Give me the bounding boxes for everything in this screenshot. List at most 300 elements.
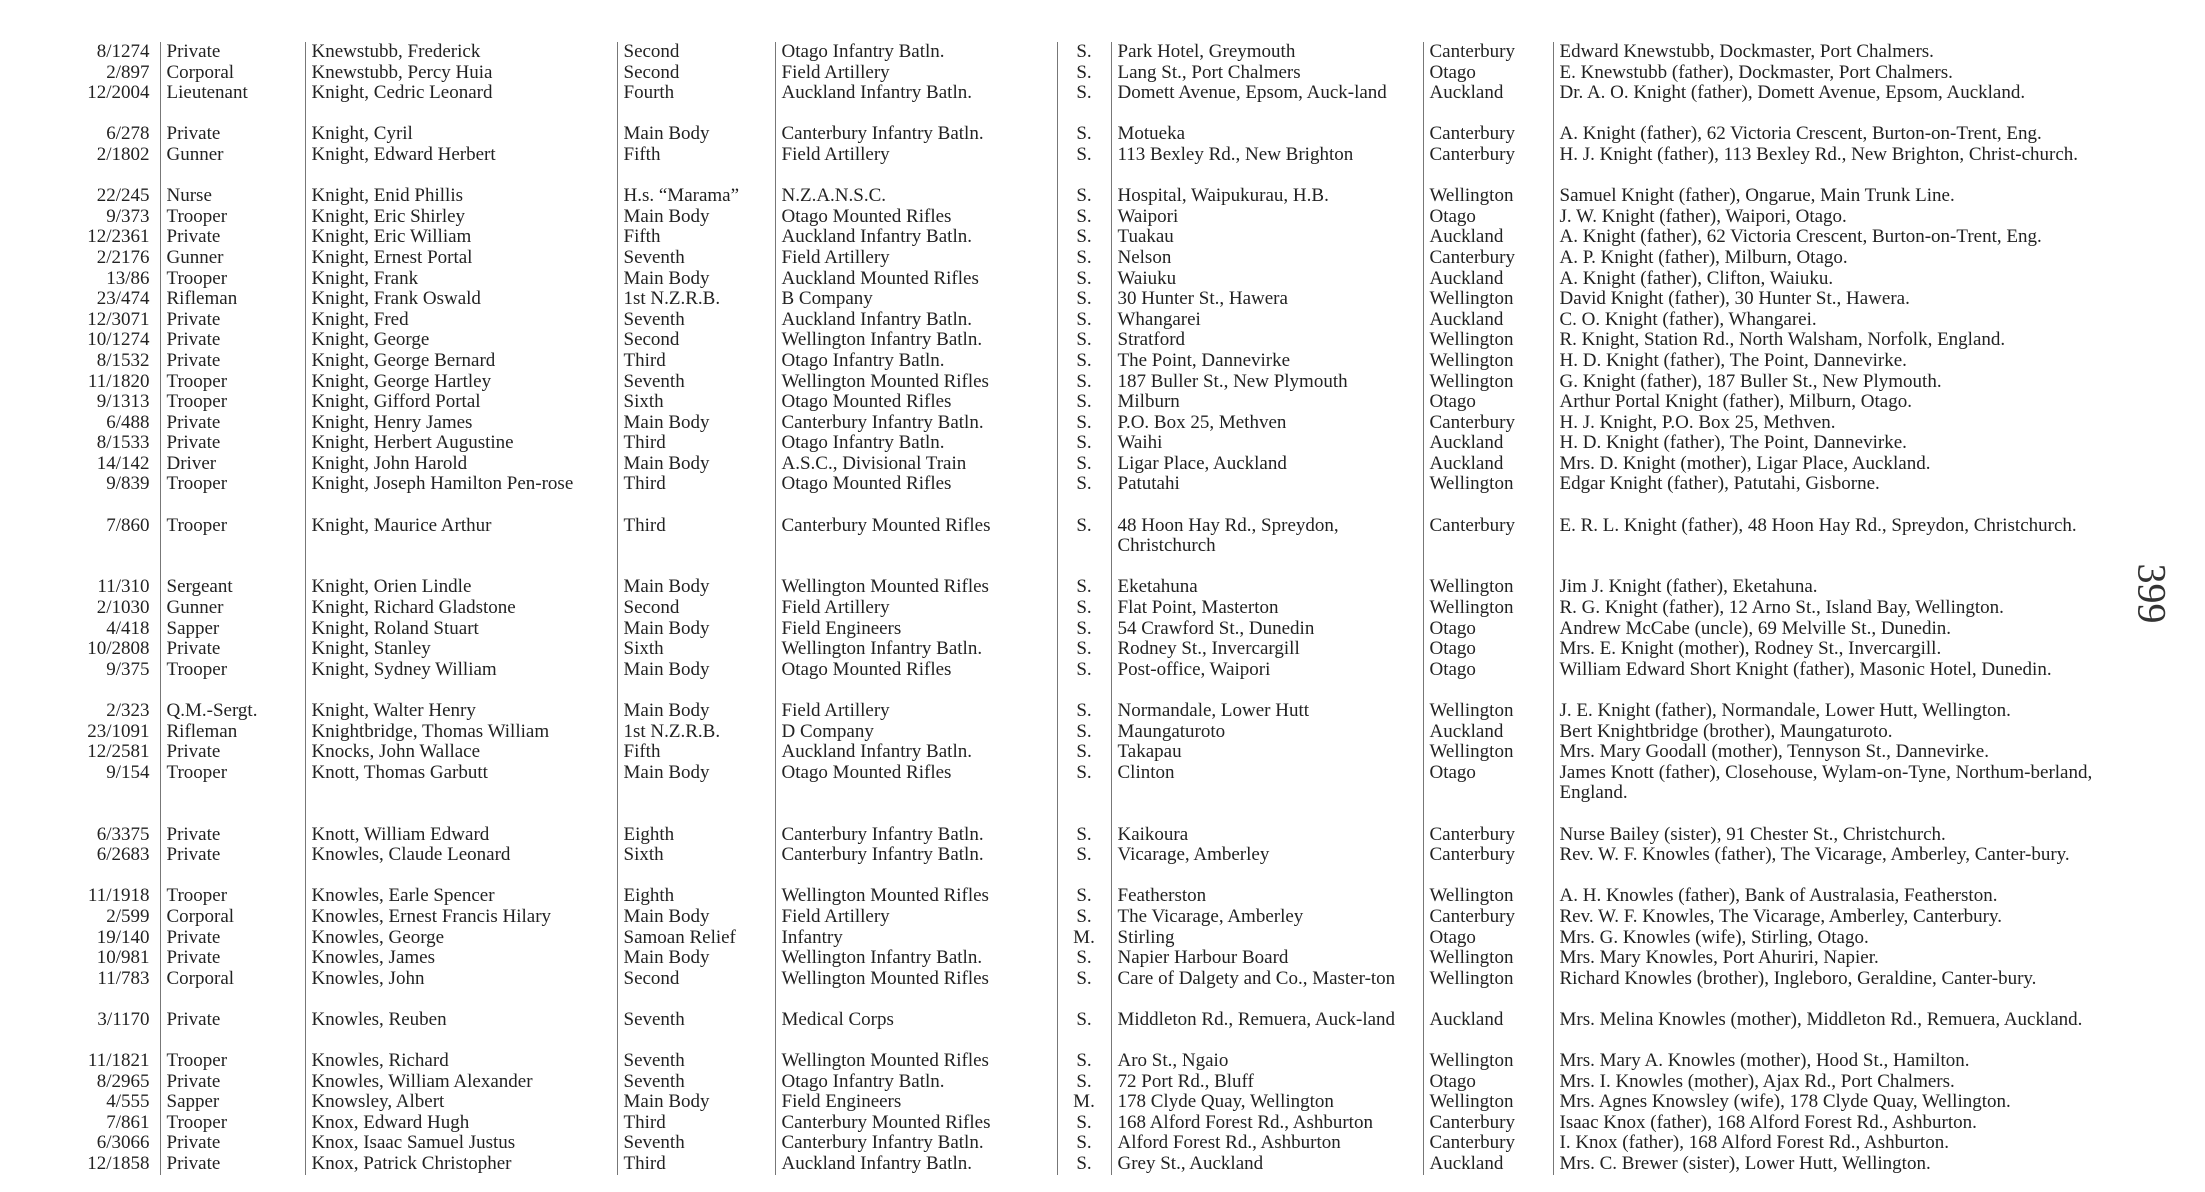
service-number: 23/474 [96, 289, 150, 310]
service-number: 2/897 [106, 62, 150, 83]
marital-status: S. [1057, 948, 1111, 969]
rank: Gunner [160, 248, 305, 269]
district: Otago [1423, 207, 1553, 228]
draft: Seventh [617, 1072, 775, 1093]
district: Otago [1423, 660, 1553, 681]
unit: Auckland Infantry Batln. [775, 1154, 1057, 1175]
district: Wellington [1423, 969, 1553, 990]
next-of-kin: Mrs. Mary Goodall (mother), Tennyson St., Dannevirke. [1553, 742, 2138, 763]
service-number: 12/1858 [87, 1154, 150, 1175]
soldier-name: Knight, John Harold [305, 454, 617, 475]
rank: Trooper [160, 1031, 305, 1072]
table-row [60, 598, 2138, 619]
district: Otago [1423, 392, 1553, 413]
last-address: 187 Buller St., New Plymouth [1111, 372, 1423, 393]
last-address: Maungaturoto [1111, 722, 1423, 743]
last-address: 30 Hunter St., Hawera [1111, 289, 1423, 310]
marital-status: S. [1057, 372, 1111, 393]
service-number: 22/245 [96, 185, 150, 207]
unit: Field Engineers [775, 619, 1057, 640]
next-of-kin: Mrs. Agnes Knowsley (wife), 178 Clyde Quay, Wellington. [1553, 1092, 2138, 1113]
district: Canterbury [1423, 907, 1553, 928]
draft: Main Body [617, 269, 775, 290]
rank: Trooper [160, 372, 305, 393]
marital-status: S. [1057, 269, 1111, 290]
soldier-name: Knox, Patrick Christopher [305, 1154, 617, 1175]
last-address: Stratford [1111, 330, 1423, 351]
marital-status: S. [1057, 330, 1111, 351]
draft: Third [617, 351, 775, 372]
table-row [60, 83, 2138, 104]
district: Wellington [1423, 1092, 1553, 1113]
rank: Nurse [160, 166, 305, 207]
last-address: Clinton [1111, 763, 1423, 804]
rank: Trooper [160, 269, 305, 290]
table-row [60, 474, 2138, 495]
service-number: 23/1091 [87, 721, 150, 742]
unit: Infantry [775, 928, 1057, 949]
unit: Canterbury Mounted Rifles [775, 495, 1057, 557]
district: Auckland [1423, 269, 1553, 290]
unit: Wellington Mounted Rifles [775, 557, 1057, 598]
unit: Wellington Mounted Rifles [775, 372, 1057, 393]
soldier-name: Knight, Maurice Arthur [305, 495, 617, 557]
draft: Second [617, 42, 775, 63]
unit: Auckland Mounted Rifles [775, 269, 1057, 290]
last-address: Post-office, Waipori [1111, 660, 1423, 681]
last-address: 113 Bexley Rd., New Brighton [1111, 145, 1423, 166]
soldier-name: Knowles, James [305, 948, 617, 969]
draft: Sixth [617, 392, 775, 413]
draft: Main Body [617, 948, 775, 969]
district: Otago [1423, 763, 1553, 804]
next-of-kin: Mrs. C. Brewer (sister), Lower Hutt, Wellington. [1553, 1154, 2138, 1175]
last-address: Kaikoura [1111, 804, 1423, 845]
table-row [60, 63, 2138, 84]
last-address: Alford Forest Rd., Ashburton [1111, 1133, 1423, 1154]
marital-status: S. [1057, 1154, 1111, 1175]
district: Canterbury [1423, 104, 1553, 145]
district: Wellington [1423, 598, 1553, 619]
marital-status: S. [1057, 166, 1111, 207]
unit: Canterbury Mounted Rifles [775, 1113, 1057, 1134]
service-number: 11/783 [97, 968, 150, 989]
marital-status: S. [1057, 866, 1111, 907]
next-of-kin: Rev. W. F. Knowles (father), The Vicarage, Amberley, Canter-bury. [1553, 845, 2138, 866]
draft: Main Body [617, 557, 775, 598]
draft: Seventh [617, 1133, 775, 1154]
rank: Q.M.-Sergt. [160, 680, 305, 721]
table-row [60, 351, 2138, 372]
district: Auckland [1423, 83, 1553, 104]
unit: Otago Infantry Batln. [775, 433, 1057, 454]
rank: Private [160, 1154, 305, 1175]
draft: Seventh [617, 310, 775, 331]
next-of-kin: Dr. A. O. Knight (father), Domett Avenue, Epsom, Auckland. [1553, 83, 2138, 104]
last-address: Patutahi [1111, 474, 1423, 495]
next-of-kin: A. Knight (father), 62 Victoria Crescent, Burton-on-Trent, Eng. [1553, 104, 2138, 145]
district: Wellington [1423, 372, 1553, 393]
unit: Auckland Infantry Batln. [775, 227, 1057, 248]
next-of-kin: I. Knox (father), 168 Alford Forest Rd., Ashburton. [1553, 1133, 2138, 1154]
table-row [60, 392, 2138, 413]
service-number: 11/1821 [87, 1050, 150, 1072]
unit: Field Artillery [775, 145, 1057, 166]
marital-status: S. [1057, 42, 1111, 63]
district: Wellington [1423, 866, 1553, 907]
unit: Otago Mounted Rifles [775, 660, 1057, 681]
service-number: 19/140 [96, 927, 150, 948]
unit: Field Artillery [775, 680, 1057, 721]
table-row [60, 845, 2138, 866]
rank: Trooper [160, 763, 305, 804]
table-row [60, 289, 2138, 310]
page-number: 399 [2129, 563, 2175, 624]
marital-status: M. [1057, 1092, 1111, 1113]
draft: Third [617, 433, 775, 454]
service-number: 6/3066 [96, 1133, 150, 1154]
soldier-name: Knight, Ernest Portal [305, 248, 617, 269]
next-of-kin: E. R. L. Knight (father), 48 Hoon Hay Rd., Spreydon, Christchurch. [1553, 495, 2138, 557]
next-of-kin: E. Knewstubb (father), Dockmaster, Port Chalmers. [1553, 63, 2138, 84]
unit: Otago Mounted Rifles [775, 392, 1057, 413]
draft: Main Body [617, 413, 775, 434]
soldier-name: Knocks, John Wallace [305, 742, 617, 763]
service-number: 7/861 [106, 1112, 150, 1133]
draft: Third [617, 474, 775, 495]
unit: Wellington Infantry Batln. [775, 948, 1057, 969]
last-address: 178 Clyde Quay, Wellington [1111, 1092, 1423, 1113]
unit: D Company [775, 722, 1057, 743]
next-of-kin: Jim J. Knight (father), Eketahuna. [1553, 557, 2138, 598]
table-row [60, 928, 2138, 949]
soldier-name: Knight, Richard Gladstone [305, 598, 617, 619]
last-address: Flat Point, Masterton [1111, 598, 1423, 619]
next-of-kin: A. Knight (father), Clifton, Waiuku. [1553, 269, 2138, 290]
draft: Second [617, 330, 775, 351]
unit: Wellington Infantry Batln. [775, 639, 1057, 660]
last-address: Waihi [1111, 433, 1423, 454]
unit: Otago Infantry Batln. [775, 42, 1057, 63]
service-number: 10/2808 [87, 639, 150, 660]
district: Canterbury [1423, 413, 1553, 434]
table-row [60, 104, 2138, 145]
soldier-name: Knightbridge, Thomas William [305, 722, 617, 743]
marital-status: S. [1057, 557, 1111, 598]
draft: Second [617, 598, 775, 619]
table-row [60, 1113, 2138, 1134]
service-number: 10/981 [96, 948, 150, 969]
soldier-name: Knight, Herbert Augustine [305, 433, 617, 454]
next-of-kin: Mrs. E. Knight (mother), Rodney St., Invercargill. [1553, 639, 2138, 660]
draft: Seventh [617, 248, 775, 269]
soldier-name: Knight, Cedric Leonard [305, 83, 617, 104]
rank: Private [160, 804, 305, 845]
draft: Main Body [617, 907, 775, 928]
table-row [60, 660, 2138, 681]
last-address: Waiuku [1111, 269, 1423, 290]
soldier-name: Knight, George Hartley [305, 372, 617, 393]
district: Canterbury [1423, 42, 1553, 63]
district: Wellington [1423, 166, 1553, 207]
next-of-kin: H. D. Knight (father), The Point, Dannevirke. [1553, 433, 2138, 454]
unit: Field Artillery [775, 248, 1057, 269]
rank: Trooper [160, 660, 305, 681]
unit: Otago Infantry Batln. [775, 1072, 1057, 1093]
service-number: 4/418 [106, 618, 150, 639]
service-number: 8/2965 [96, 1071, 150, 1092]
district: Wellington [1423, 948, 1553, 969]
last-address: Stirling [1111, 928, 1423, 949]
rank: Private [160, 1072, 305, 1093]
soldier-name: Knight, Walter Henry [305, 680, 617, 721]
soldier-name: Knowsley, Albert [305, 1092, 617, 1113]
table-row [60, 722, 2138, 743]
service-number: 6/3375 [96, 823, 150, 845]
rank: Gunner [160, 145, 305, 166]
soldier-name: Knight, Eric William [305, 227, 617, 248]
last-address: Grey St., Auckland [1111, 1154, 1423, 1175]
table-row [60, 557, 2138, 598]
service-number: 2/1802 [96, 144, 150, 165]
draft: Main Body [617, 619, 775, 640]
service-number: 9/375 [106, 659, 150, 680]
next-of-kin: Isaac Knox (father), 168 Alford Forest Rd., Ashburton. [1553, 1113, 2138, 1134]
soldier-name: Knowles, Ernest Francis Hilary [305, 907, 617, 928]
unit: Wellington Infantry Batln. [775, 330, 1057, 351]
draft: Main Body [617, 680, 775, 721]
rank: Private [160, 42, 305, 63]
rank: Trooper [160, 866, 305, 907]
soldier-name: Knight, Henry James [305, 413, 617, 434]
draft: Main Body [617, 104, 775, 145]
service-number: 9/154 [106, 762, 150, 783]
soldier-name: Knight, Enid Phillis [305, 166, 617, 207]
rank: Corporal [160, 969, 305, 990]
marital-status: S. [1057, 680, 1111, 721]
last-address: Takapau [1111, 742, 1423, 763]
unit: N.Z.A.N.S.C. [775, 166, 1057, 207]
rank: Corporal [160, 63, 305, 84]
marital-status: S. [1057, 474, 1111, 495]
table-row [60, 166, 2138, 207]
district: Auckland [1423, 227, 1553, 248]
soldier-name: Knight, Eric Shirley [305, 207, 617, 228]
soldier-name: Knowles, Claude Leonard [305, 845, 617, 866]
table-row [60, 969, 2138, 990]
draft: Main Body [617, 1092, 775, 1113]
draft: H.s. “Marama” [617, 166, 775, 207]
last-address: The Vicarage, Amberley [1111, 907, 1423, 928]
district: Wellington [1423, 474, 1553, 495]
last-address: P.O. Box 25, Methven [1111, 413, 1423, 434]
marital-status: S. [1057, 722, 1111, 743]
soldier-name: Knight, Cyril [305, 104, 617, 145]
district: Canterbury [1423, 1133, 1553, 1154]
draft: Sixth [617, 639, 775, 660]
table-row [60, 1092, 2138, 1113]
draft: Main Body [617, 207, 775, 228]
service-number: 2/323 [106, 700, 150, 721]
unit: Canterbury Infantry Batln. [775, 804, 1057, 845]
district: Canterbury [1423, 248, 1553, 269]
draft: Main Body [617, 454, 775, 475]
unit: Canterbury Infantry Batln. [775, 413, 1057, 434]
next-of-kin: H. J. Knight (father), 113 Bexley Rd., New Brighton, Christ-church. [1553, 145, 2138, 166]
next-of-kin: A. P. Knight (father), Milburn, Otago. [1553, 248, 2138, 269]
district: Canterbury [1423, 495, 1553, 557]
draft: Third [617, 1154, 775, 1175]
last-address: Tuakau [1111, 227, 1423, 248]
rank: Private [160, 433, 305, 454]
last-address: Aro St., Ngaio [1111, 1031, 1423, 1072]
rank: Trooper [160, 392, 305, 413]
soldier-name: Knowles, John [305, 969, 617, 990]
draft: Third [617, 495, 775, 557]
marital-status: S. [1057, 207, 1111, 228]
unit: Auckland Infantry Batln. [775, 83, 1057, 104]
last-address: Motueka [1111, 104, 1423, 145]
service-number: 11/1820 [87, 371, 150, 392]
soldier-name: Knight, Stanley [305, 639, 617, 660]
soldier-name: Knight, George Bernard [305, 351, 617, 372]
next-of-kin: A. Knight (father), 62 Victoria Crescent, Burton-on-Trent, Eng. [1553, 227, 2138, 248]
nominal-roll-table [60, 42, 2138, 1175]
table-row [60, 680, 2138, 721]
marital-status: S. [1057, 63, 1111, 84]
unit: A.S.C., Divisional Train [775, 454, 1057, 475]
district: Canterbury [1423, 1113, 1553, 1134]
table-row [60, 1072, 2138, 1093]
next-of-kin: Edgar Knight (father), Patutahi, Gisborne. [1553, 474, 2138, 495]
district: Canterbury [1423, 145, 1553, 166]
next-of-kin: Mrs. Mary A. Knowles (mother), Hood St., Hamilton. [1553, 1031, 2138, 1072]
table-row [60, 42, 2138, 63]
marital-status: S. [1057, 392, 1111, 413]
next-of-kin: C. O. Knight (father), Whangarei. [1553, 310, 2138, 331]
soldier-name: Knight, Orien Lindle [305, 557, 617, 598]
soldier-name: Knight, Gifford Portal [305, 392, 617, 413]
unit: Field Artillery [775, 598, 1057, 619]
district: Otago [1423, 619, 1553, 640]
service-number: 8/1533 [96, 433, 150, 454]
last-address: Milburn [1111, 392, 1423, 413]
last-address: Ligar Place, Auckland [1111, 454, 1423, 475]
draft: Fifth [617, 742, 775, 763]
table-row [60, 145, 2138, 166]
service-number: 9/1313 [96, 392, 150, 413]
draft: Third [617, 1113, 775, 1134]
last-address: Lang St., Port Chalmers [1111, 63, 1423, 84]
district: Wellington [1423, 330, 1553, 351]
marital-status: M. [1057, 928, 1111, 949]
table-row [60, 248, 2138, 269]
next-of-kin: Samuel Knight (father), Ongarue, Main Trunk Line. [1553, 166, 2138, 207]
unit: Auckland Infantry Batln. [775, 310, 1057, 331]
next-of-kin: J. W. Knight (father), Waipori, Otago. [1553, 207, 2138, 228]
table-row [60, 413, 2138, 434]
next-of-kin: David Knight (father), 30 Hunter St., Hawera. [1553, 289, 2138, 310]
district: Auckland [1423, 310, 1553, 331]
service-number: 9/373 [106, 206, 150, 227]
last-address: Eketahuna [1111, 557, 1423, 598]
table-row [60, 1154, 2138, 1175]
marital-status: S. [1057, 639, 1111, 660]
draft: Seventh [617, 1031, 775, 1072]
draft: 1st N.Z.R.B. [617, 289, 775, 310]
next-of-kin: J. E. Knight (father), Normandale, Lower Hutt, Wellington. [1553, 680, 2138, 721]
service-number: 14/142 [96, 453, 150, 474]
district: Otago [1423, 63, 1553, 84]
last-address: Featherston [1111, 866, 1423, 907]
marital-status: S. [1057, 495, 1111, 557]
next-of-kin: Nurse Bailey (sister), 91 Chester St., Christchurch. [1553, 804, 2138, 845]
draft: Sixth [617, 845, 775, 866]
unit: Canterbury Infantry Batln. [775, 104, 1057, 145]
last-address: Normandale, Lower Hutt [1111, 680, 1423, 721]
district: Wellington [1423, 1031, 1553, 1072]
draft: Samoan Relief [617, 928, 775, 949]
rank: Private [160, 1133, 305, 1154]
next-of-kin: Arthur Portal Knight (father), Milburn, Otago. [1553, 392, 2138, 413]
district: Canterbury [1423, 804, 1553, 845]
next-of-kin: G. Knight (father), 187 Buller St., New Plymouth. [1553, 372, 2138, 393]
draft: Main Body [617, 763, 775, 804]
service-number: 8/1274 [96, 42, 150, 62]
rank: Rifleman [160, 289, 305, 310]
rank: Sergeant [160, 557, 305, 598]
roll-body [60, 42, 2138, 1175]
unit: Medical Corps [775, 989, 1057, 1030]
draft: Fourth [617, 83, 775, 104]
service-number: 12/3071 [87, 309, 150, 330]
table-row [60, 742, 2138, 763]
service-number: 7/860 [106, 514, 150, 536]
soldier-name: Knight, Sydney William [305, 660, 617, 681]
draft: Main Body [617, 660, 775, 681]
marital-status: S. [1057, 351, 1111, 372]
marital-status: S. [1057, 1031, 1111, 1072]
table-row [60, 1133, 2138, 1154]
service-number: 12/2004 [87, 83, 150, 104]
rank: Private [160, 989, 305, 1030]
district: Wellington [1423, 680, 1553, 721]
soldier-name: Knowles, William Alexander [305, 1072, 617, 1093]
service-number: 3/1170 [97, 1008, 150, 1030]
table-row [60, 639, 2138, 660]
rank: Driver [160, 454, 305, 475]
service-number: 6/488 [106, 412, 150, 433]
marital-status: S. [1057, 619, 1111, 640]
next-of-kin: H. D. Knight (father), The Point, Dannevirke. [1553, 351, 2138, 372]
district: Wellington [1423, 351, 1553, 372]
district: Wellington [1423, 742, 1553, 763]
next-of-kin: Rev. W. F. Knowles, The Vicarage, Amberley, Canterbury. [1553, 907, 2138, 928]
unit: B Company [775, 289, 1057, 310]
unit: Field Artillery [775, 63, 1057, 84]
draft: 1st N.Z.R.B. [617, 722, 775, 743]
marital-status: S. [1057, 598, 1111, 619]
service-number: 10/1274 [87, 330, 150, 351]
last-address: Park Hotel, Greymouth [1111, 42, 1423, 63]
draft: Second [617, 969, 775, 990]
rank: Sapper [160, 619, 305, 640]
last-address: Rodney St., Invercargill [1111, 639, 1423, 660]
district: Auckland [1423, 989, 1553, 1030]
rank: Trooper [160, 1113, 305, 1134]
marital-status: S. [1057, 413, 1111, 434]
soldier-name: Knight, Roland Stuart [305, 619, 617, 640]
